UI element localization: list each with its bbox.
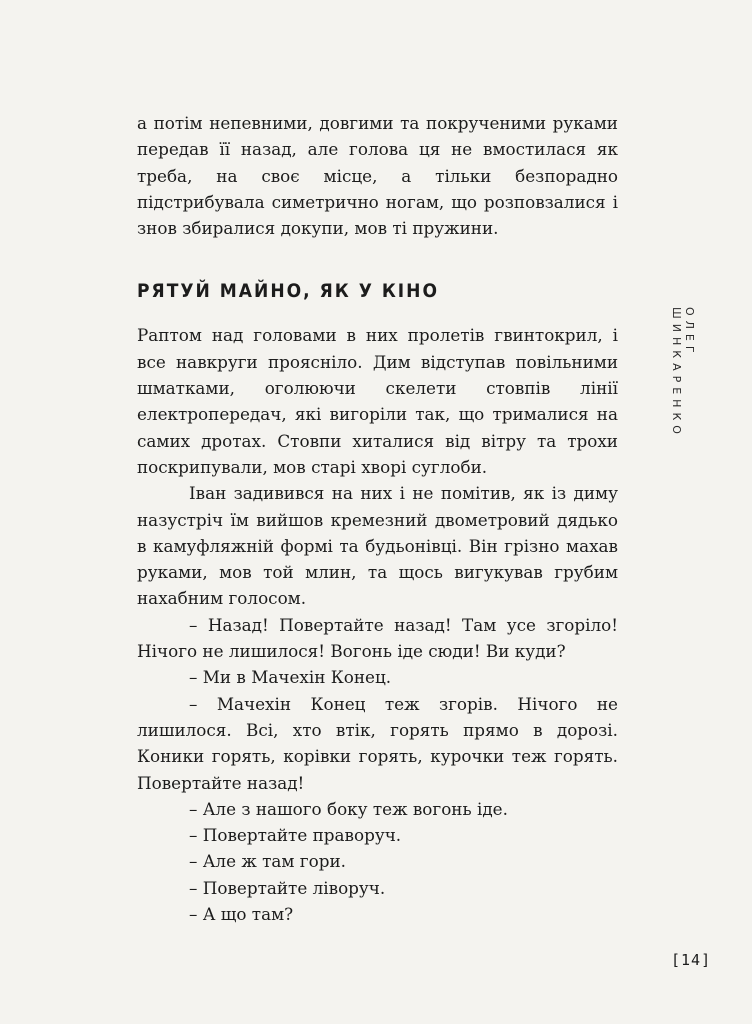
paragraph: Раптом над головами в них пролетів гвинтокрил, і все навкруги проясніло. Дим відступав повільними шматками, оголюючи скелети стовпів лінії електропередач, які вигоріли так, що трималися на самих дротах. Стовпи хиталися від вітру та трохи поскрипували, мов старі хворі суглоби.	[137, 325, 618, 477]
dialogue-line: – Але ж там гори.	[189, 851, 346, 872]
section-heading: РЯТУЙ МАЙНО, ЯК У КІНО	[137, 280, 439, 303]
dialogue-line: – Назад! Повертайте назад! Там усе згоріло! Нічого не лишилося! Вогонь іде сюди! Ви куди?	[137, 614, 618, 662]
paragraph: а потім непевними, довгими та покрученими руками передав її назад, але голова ця не вмостилася як треба, на своє місце, а тільки безпорадно підстрибувала симетрично ногам, що розповзалися і знов збиралися докупи, мов ті пружини.	[137, 113, 618, 239]
dialogue-line: – Мачехін Конец теж згорів. Нічого не лишилося. Всі, хто втік, горять прямо в дорозі. Коники горять, корівки горять, курочки теж горять. Повертайте назад!	[137, 693, 618, 793]
dialogue-line: – Повертайте ліворуч.	[189, 877, 386, 898]
body-text	[137, 110, 618, 927]
dialogue-line: – Повертайте праворуч.	[189, 825, 402, 846]
dialogue-line: – Ми в Мачехін Конец.	[189, 667, 392, 688]
dialogue-line: – Але з нашого боку теж вогонь іде.	[189, 798, 508, 819]
page-number: [14]	[671, 951, 712, 969]
dialogue-line: – А що там?	[189, 904, 294, 925]
running-head-author: ОЛЕГ ШИНКАРЕНКО	[670, 307, 696, 439]
paragraph: Іван задивився на них і не помітив, як із диму назустріч їм вийшов кремезний двометровий дядько в камуфляжній формі та будьонівці. Він грізно махав руками, мов той млин, та щось вигукував грубим нахабним голосом.	[137, 483, 618, 609]
